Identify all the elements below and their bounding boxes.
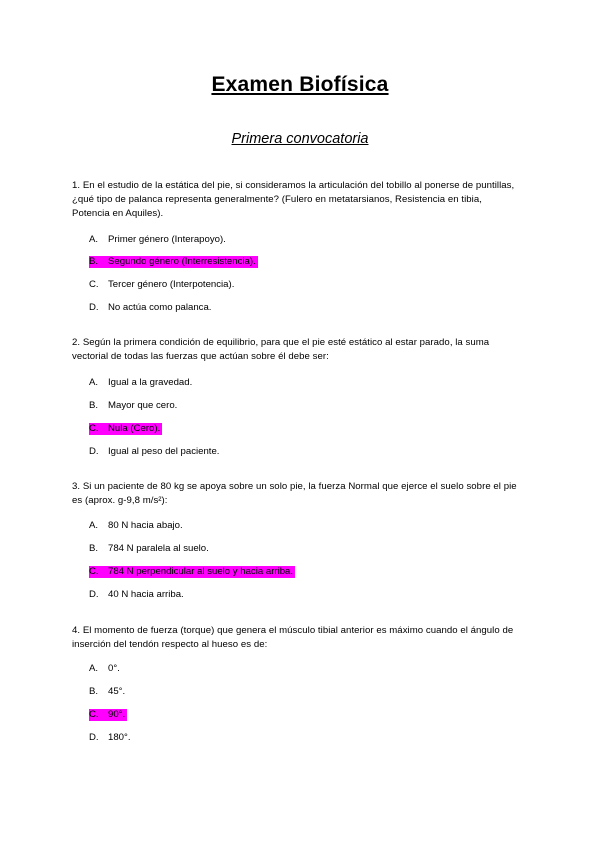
option-text: 80 N hacia abajo. [108,520,183,531]
option-text: 40 N hacia arriba. [108,589,184,600]
option-letter: C. [89,423,99,434]
option-letter: D. [89,446,99,457]
question-3-option-d [89,589,184,601]
option-text: Mayor que cero. [108,400,178,411]
option-letter: C. [89,709,99,720]
option-letter: D. [89,732,99,743]
option-letter: B. [89,543,99,554]
question-3-text: 3. Si un paciente de 80 kg se apoya sobre un solo pie, la fuerza Normal que ejerce el suelo sobre el pie es (aprox. g-9,8 m/s²): [72,481,517,506]
option-text: Primer género (Interapoyo). [108,234,226,245]
question-4-option-d [89,732,131,744]
question-3-option-c-correct [89,566,295,578]
option-letter: D. [89,302,99,313]
question-2-option-b [89,400,177,412]
option-letter: C. [89,279,99,290]
option-text: 784 N paralela al suelo. [108,543,209,554]
question-4-option-b [89,686,125,698]
option-letter: A. [89,520,99,531]
option-text: Tercer género (Interpotencia). [108,279,235,290]
option-letter: A. [89,377,99,388]
question-2-text: 2. Según la primera condición de equilibrio, para que el pie esté estático al estar parado, la suma vectorial de todas las fuerzas que actúan sobre él debe ser: [72,337,490,362]
question-1-option-c [89,279,234,291]
option-text: Igual a la gravedad. [108,377,193,388]
question-2-option-d [89,446,219,458]
option-letter: C. [89,566,99,577]
option-letter: D. [89,589,99,600]
question-2-option-a [89,377,192,389]
option-text: 90°. [108,709,126,720]
option-letter: B. [89,256,99,267]
option-letter: B. [89,686,99,697]
question-4-option-c-correct [89,709,127,721]
option-text: 784 N perpendicular al suelo y hacia arriba. [108,566,294,577]
question-1-option-b-correct [89,256,258,268]
option-text: 45°. [108,686,126,697]
option-letter: A. [89,234,99,245]
question-1-text: 1. En el estudio de la estática del pie, si consideramos la articulación del tobillo al ponerse de puntillas, ¿qué tipo de palanca representa generalmente? (Fulero en metatarsianos, Resistencia en tibia, Potencia en Aquiles). [72,180,515,219]
question-3-option-b [89,543,209,555]
option-text: Igual al peso del paciente. [108,446,220,457]
option-text: 0°. [108,663,120,674]
question-4-text: 4. El momento de fuerza (torque) que genera el músculo tibial anterior es máximo cuando el ángulo de inserción del tendón respecto al hueso es de: [72,625,514,650]
question-1-option-a [89,234,226,246]
question-1-option-d [89,302,211,314]
exam-title: Examen Biofísica [211,73,389,96]
question-2-option-c-correct [89,423,162,435]
option-text: No actúa como palanca. [108,302,212,313]
question-3-option-a [89,520,183,532]
option-text: 180°. [108,732,131,743]
exam-subtitle: Primera convocatoria [231,131,369,147]
option-letter: B. [89,400,99,411]
option-text: Segundo género (Interresistencia). [108,256,256,267]
option-text: Nula (Cero). [108,423,161,434]
question-4-option-a [89,663,120,675]
option-letter: A. [89,663,99,674]
